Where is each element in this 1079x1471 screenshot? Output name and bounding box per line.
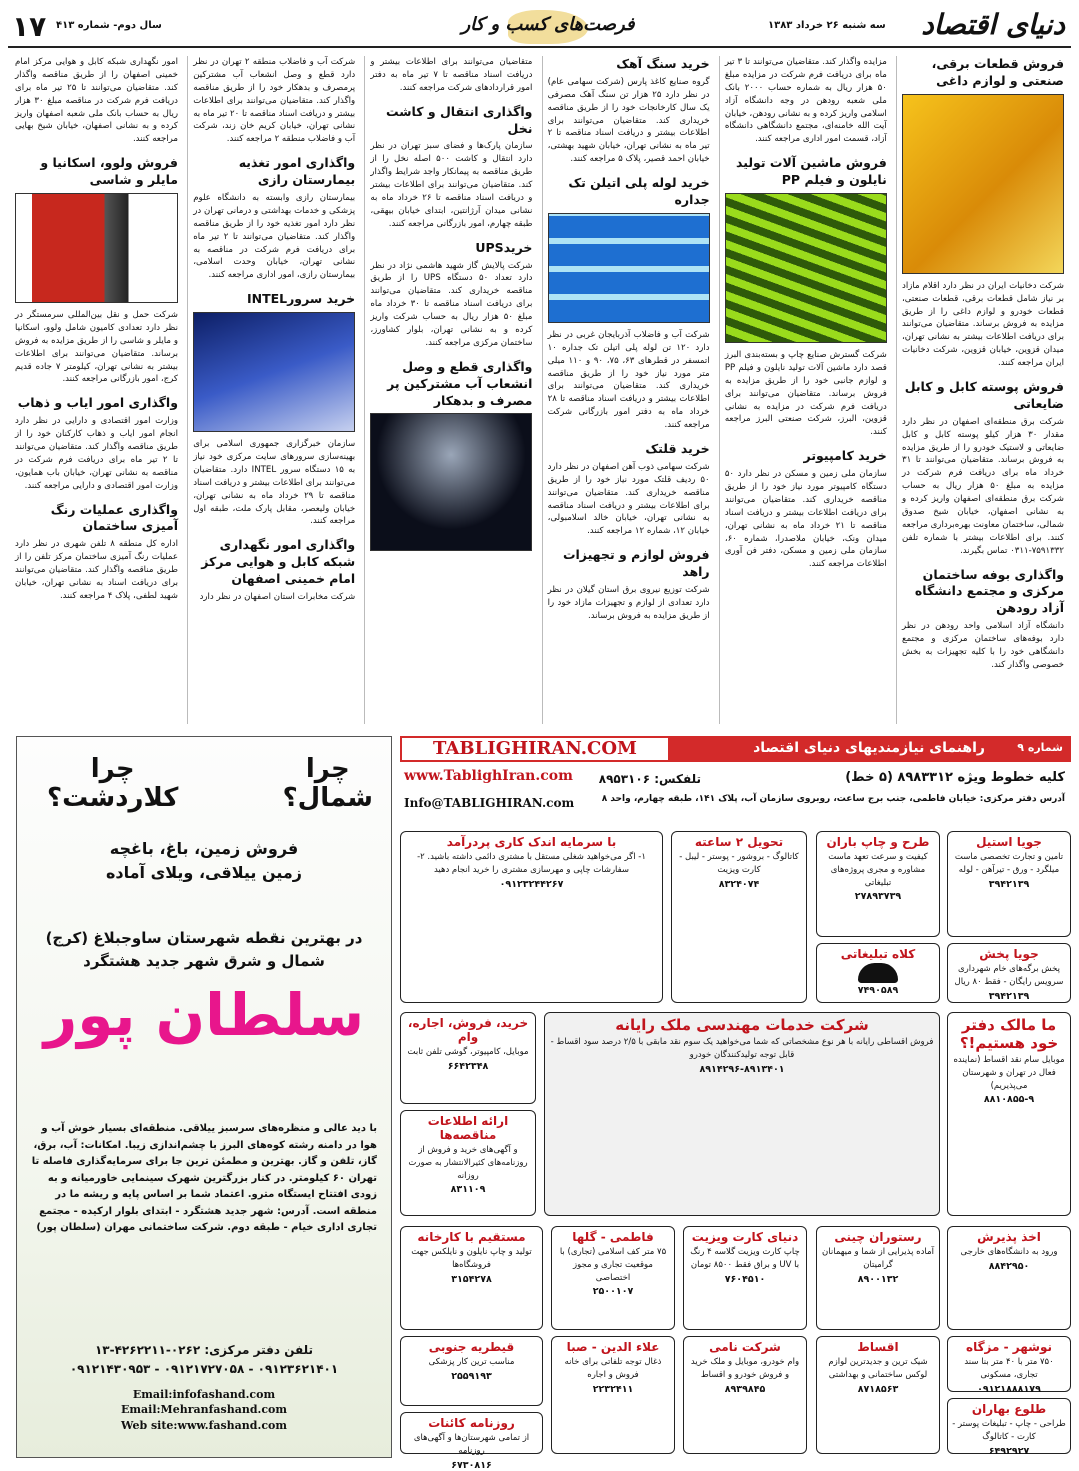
classified-ad-body: طراحی - چاپ - تبلیغات پوستر - کارت - کاتالوگ	[952, 1419, 1066, 1442]
article-title: فروش لوازم و تجهیزات راهد	[562, 547, 710, 580]
classified-ad-box	[947, 943, 1071, 1003]
classified-ad-box	[816, 831, 940, 937]
classified-ad-phone: ۶۴۹۲۹۲۷	[988, 1445, 1030, 1457]
classified-ad-phone: ۸۹۱۴۲۹۶-۸۹۱۳۴۰۱	[699, 1063, 785, 1075]
classified-ad-box	[947, 1398, 1071, 1457]
classified-ad-phone: ۳۹۴۲۱۳۹	[988, 990, 1030, 1002]
article	[725, 155, 887, 439]
classifieds-site-logo: TABLIGHIRAN.COM	[400, 736, 670, 762]
classified-ad-phone: ۸۸۱۰۸۵۵-۹	[983, 1094, 1035, 1106]
classified-ad-box	[947, 831, 1071, 937]
classified-ad-title: قیطریه جنوبی	[428, 1340, 515, 1354]
article-column	[542, 56, 715, 724]
article-body: گروه صنایع کاغذ پارس (شرکت سهامی عام) در نظر دارد ۲۵ هزار تن سنگ آهک مصرفی یک سال کارخانجات خود را از طریق مناقصه خریداری کند. متقاضیان می‌توانند برای اطلاعات بیشتر و دریافت اسناد مناقصه تا ۲ تیر ماه به نشانی تهران، خیابان شهید بهشتی، خیابان احمد قصیر، پلاک ۵ مراجعه کنند.	[547, 76, 710, 165]
email-link[interactable]: Info@TABLIGHIRAN.com	[404, 796, 575, 810]
article	[15, 395, 178, 492]
section-title: فرصت‌های کسب و کار	[461, 14, 635, 35]
classified-ad-phone: ۲۵۰۰۱۰۷	[592, 1286, 634, 1298]
article-column	[187, 56, 360, 724]
article-title: خرید لوله پلی اتیلن تک جداره	[568, 175, 710, 207]
article-body: شرکت مخابرات استان اصفهان در نظر دارد	[199, 591, 356, 602]
article-title: فروش ولوو، اسکانیا و مایلر و شاسی	[40, 155, 178, 188]
article-title: خرید سنگ آهک	[616, 56, 710, 71]
office-address: آدرس دفتر مرکزی: خیابان فاطمی، جنب برج ساعت، روبروی سازمان آب، پلاک ۱۴۱، طبقه چهارم، واحد ۸	[601, 794, 1065, 804]
server-photo	[193, 312, 355, 432]
article	[370, 359, 532, 552]
article-title: خرید سرورINTEL	[246, 291, 356, 307]
classified-ad-box	[671, 831, 807, 1003]
article	[902, 379, 1064, 558]
classified-ad-phone: ۸۳۱۱۰۹	[450, 1184, 486, 1196]
classified-ad-title: مستقیم با کارخانه	[417, 1230, 526, 1244]
classified-ad-phone: ۳۹۴۲۱۳۹	[988, 878, 1030, 890]
classified-ad-title: اخذ پذیرش	[977, 1230, 1041, 1244]
truck-photo	[15, 193, 178, 303]
article	[193, 537, 355, 604]
article-body: شرکت آب و فاضلاب آذربایجان غربی در نظر دارد ۱۲۰ تن لوله پلی اتیلن تک جداره ۱۰ اتمسفر در قطرهای ۶۳، ۷۵، ۹۰ و ۱۱۰ میلی متر مورد نیاز خود را از طریق مناقصه خریداری کند. متقاضیان می‌توانند برای اطلاعات بیشتر و دریافت اسناد مناقصه تا ۲۸ خرداد ماه به دفتر امور بازرگانی شرکت مراجعه کنند.	[547, 329, 710, 431]
special-lines: کلیه خطوط ویژه ۸۹۸۳۳۱۲ (۵ خط)	[845, 770, 1065, 785]
classified-ad-box	[816, 943, 940, 1003]
classified-ad-title: جویا استیل	[976, 835, 1042, 849]
classified-ad-title: دنیای کارت ویزیت	[691, 1230, 799, 1244]
classified-ad-title: فاطمی - گلها	[572, 1230, 654, 1244]
classified-ad-phone: ۲۵۵۹۱۹۳	[451, 1370, 492, 1382]
article-title: واگذاری امور ایاب و ذهاب	[17, 395, 178, 411]
keyboard-photo	[725, 193, 887, 343]
classified-ad-body: ۱- اگر می‌خواهید شغلی مستقل با مشتری دائمی داشته باشید. ۲- سفارشات چاپی و مهرسازی مشتری را خرید انجام دهید	[417, 852, 646, 875]
classified-ad-phone: ۰۹۱۲۳۲۴۴۲۶۷	[499, 878, 564, 890]
classified-ad-title: علاء الدین - صبا	[566, 1340, 660, 1354]
classified-ad-body: تامین و تجارت تخصصی ماست میلگرد - ورق - تیرآهن - لوله	[954, 852, 1064, 875]
classified-ad-phone: ۷۴۹۰۵۸۹	[857, 985, 899, 996]
article-title: خرید قلتک	[645, 440, 710, 456]
classified-ad-title: ارائه اطلاعات مناقصه‌ها	[427, 1114, 509, 1142]
classified-ad-title: نوشهر - مزگاه	[965, 1340, 1052, 1354]
ad-offer: فروش زمین، باغ، باغچه زمین ییلاقی، ویلای آماده	[105, 839, 302, 882]
classified-ad-title: طرح و چاپ باران	[826, 835, 930, 849]
classified-ad-box	[400, 831, 663, 1003]
article-column	[364, 56, 537, 724]
ad-emails: Email:infofashand.com Email:Mehranfashand.com Web site:www.fashand.com	[120, 1388, 288, 1432]
classified-ad-body: وام خودرو، موبایل و ملک خرید و فروش خودرو و اقساط	[690, 1357, 800, 1380]
classified-ad-phone: ۸۳۲۴۰۷۴	[718, 878, 760, 890]
article	[370, 56, 532, 95]
classified-ad-box	[683, 1336, 807, 1454]
article-body: مزایده واگذار کند. متقاضیان می‌توانند تا ۳ تیر ماه برای دریافت فرم شرکت در مزایده مبلغ ۵۰ هزار ریال به شماره حساب ۲۰۰۰ بانک ملی شعبه رودهن در وجه دانشگاه آزاد اسلامی واریز کرده و به نشانی رودهن، خیابان آیت الله خامنه‌ای، مجتمع دانشگاهی دانشگاه آزاد، قسمت امور اداری مراجعه کنند.	[724, 57, 887, 145]
classified-ad-phone: ۸۷۱۸۵۶۳	[857, 1383, 899, 1395]
article-body: وزارت امور اقتصادی و دارایی در نظر دارد انجام امور ایاب و ذهاب کارکنان خود را از طریق مناقصه واگذار کند. متقاضیان می‌توانند تا ۲ تیر ماه برای دریافت فرم شرکت در مناقصه به نشانی تهران، خیابان باب همایون، وزارت امور اقتصادی و دارایی مراجعه کنند.	[15, 416, 178, 491]
article-column	[10, 56, 183, 724]
article-body: امور نگهداری شبکه کابل و هوایی مرکز امام خمینی اصفهان را از طریق مناقصه واگذار کند. متقاضیان می‌توانند تا ۲۵ تیر ماه برای دریافت فرم شرکت در مناقصه مبلغ ۳۰ هزار ریال به حساب بانک ملی شعبه اصفهان واریز کرده و به نشانی اصفهان، خیابان شیخ بهایی مراجعه کنند.	[15, 57, 178, 145]
classified-ad-phone: ۲۲۳۲۴۱۱	[592, 1383, 634, 1395]
classified-ad-box	[400, 1012, 536, 1104]
classified-ad-body: موبایل، کامپیوتر، گوشی تلفن ثابت	[407, 1047, 529, 1057]
masthead	[8, 8, 1071, 48]
page-number: ۱۷	[12, 10, 47, 43]
classified-ad-body: ۷۵ متر کف اسلامی (تجاری) با موقعیت تجاری و مجوز اختصاصی	[559, 1247, 667, 1283]
classifieds-issue: شماره ۹	[1017, 741, 1063, 754]
classified-ad-box	[947, 1226, 1071, 1330]
article-title: خریدUPS	[475, 239, 533, 255]
article-body: سازمان پارک‌ها و فضای سبز تهران در نظر دارد انتقال و کاشت ۵۰۰ اصله نخل را از طریق مناقصه به پیمانکار واجد شرایط واگذار کند. متقاضیان می‌توانند برای اطلاعات بیشتر و دریافت اسناد مناقصه تا ۲۶ خرداد ماه به نشانی میدان آرژانتین، ابتدای خیابان بیهقی، طبقه چهارم، امور بازرگانی مراجعه کنند.	[370, 141, 533, 229]
newspaper-logo: دنیای اقتصاد	[921, 8, 1065, 41]
classified-ad-title: روزنامه کائنات	[428, 1416, 515, 1430]
classifieds-section	[400, 736, 1071, 1471]
classified-ad-box	[551, 1226, 675, 1330]
classified-ad-box	[400, 1110, 536, 1216]
classified-ad-phone: ۶۶۴۲۳۴۸	[447, 1060, 489, 1072]
classified-ad-box	[947, 1012, 1071, 1216]
classified-ad-box	[400, 1336, 543, 1406]
article-body: دانشگاه آزاد اسلامی واحد رودهن در نظر دارد بوفه‌های ساختمان مرکزی و مجتمع دانشگاهی خود را با کلیه تجهیزات به بخش خصوصی واگذار کند.	[902, 621, 1064, 670]
classified-ad-box	[400, 1412, 543, 1471]
article	[193, 155, 355, 282]
classified-ad-title: تحویل ۲ ساعته	[694, 835, 784, 849]
ad-body: با دید عالی و منظره‌های سرسبز ییلاقی. منطقه‌ای بسیار خوش آب و هوا در دامنه رشته کوه‌های البرز با چشم‌اندازی زیبا. امکانات: آب، برق، گاز، تلفن و گاز. بهترین و مطمئن ترین جا برای سرمایه‌گذاری فاصله تا تهران ۶۰ کیلومتر. در کنار بزرگترین شهرک سینمایی خاورمیانه و به زودی افتتاح ایستگاه مترو. اعتماد شما بر اساس پایه و ریشه ما در منطقه است. آدرس: شهر جدید هشتگرد - ابتدای بلوار ارکیده - مجتمع تجاری اداری خیام - طبقه دوم. شرکت ساختمانی مهران (سلطان پور)	[31, 1123, 377, 1233]
article-title: واگذاری امور تغذیه بیمارستان رازی	[238, 155, 356, 188]
article-title: فروش ماشین آلات تولید نایلون و فیلم PP	[736, 155, 887, 188]
classified-ad-title: خرید، فروش، اجاره، وام	[407, 1016, 529, 1044]
classified-ad-body: چاپ کارت ویزیت گلاسه ۴ رنگ با UV و براق فقط ۸۵۰۰ تومان	[690, 1247, 800, 1270]
classified-ad-box	[816, 1336, 940, 1454]
cap-icon	[858, 963, 898, 983]
article	[193, 56, 355, 146]
article-body: شرکت حمل و نقل بین‌المللی سرمستگر در نظر دارد تعدادی کامیون شامل ولوو، اسکانیا و مایلر و شاسی را از طریق مزایده به فروش برساند. متقاضیان می‌توانند برای اطلاعات بیشتر به نشانی تهران، کیلومتر ۷ جاده قدیم کرج، امور بازرگانی مراجعه کنند.	[15, 309, 178, 385]
classified-ad-body: کاتالوگ - بروشور - پوستر - لیبل - کارت ویزیت	[679, 852, 799, 875]
classifieds-title: راهنمای نیازمندیهای دنیای اقتصاد	[753, 740, 985, 756]
ad-phones: تلفن دفتر مرکزی: ۰۲۶۲-۴۲۶۲۲۱۱-۱۳ ۰۹۱۲۱۴۳۰۹۵۳ - ۰۹۱۲۱۷۲۷۰۵۸ - ۰۹۱۲۳۶۲۱۴۰۱	[69, 1343, 339, 1377]
issue-label: سال دوم- شماره ۴۱۳	[56, 20, 162, 31]
ad-question-left: چرا کلاردشت؟	[47, 754, 179, 813]
classified-ad-body: آماده پذیرایی از شما و میهمانان گرامیتان	[822, 1247, 934, 1270]
article	[548, 441, 710, 538]
article-title: فروش پوسته کابل و کابل ضایعاتی	[904, 378, 1064, 411]
classified-ad-body: کیفیت و سرعت تعهد ماست مشاوره و مجری پروژه‌های تبلیغاتی	[828, 852, 928, 888]
article	[193, 291, 355, 528]
article	[15, 56, 178, 146]
classified-ad-body: مناسب ترین کار پزشکی	[428, 1357, 515, 1367]
classified-ad-phone: ۷۶۰۴۵۱۰	[724, 1273, 766, 1285]
fax-number: تلفکس: ۸۹۵۳۱۰۶	[598, 772, 701, 786]
industrial-parts-photo	[902, 94, 1064, 274]
article	[370, 240, 532, 350]
ad-brand: سلطان پور	[43, 981, 365, 1049]
issue-date: سه شنبه ۲۶ خرداد ۱۳۸۳	[768, 20, 886, 31]
website-link[interactable]: www.TablighIran.com	[404, 768, 573, 784]
article-title: واگذاری قطع و وصل انشعاب آب مشترکین پر مصرف و بدهکار	[387, 358, 533, 408]
classified-ad-body: ۷۵۰ متر با ۴۰ متر بنا سند تجاری، مسکونی	[964, 1357, 1054, 1380]
classified-ad-body: ذغال توجه تلفاتی برای خانه فروش و اجاره	[564, 1357, 662, 1380]
article-body: متقاضیان می‌توانند برای اطلاعات بیشتر و دریافت اسناد مناقصه تا ۷ تیر ماه به دفتر امور قراردادهای شرکت مراجعه کنند.	[370, 57, 533, 93]
pipe-photo	[548, 213, 710, 323]
article-body: شرکت توزیع نیروی برق استان گیلان در نظر دارد تعدادی از لوازم و تجهیزات مازاد خود را از طریق مزایده به فروش برساند.	[547, 584, 710, 621]
classified-ad-body: فروش اقساطی رایانه با هر نوع مشخصاتی که شما می‌خواهید یک سوم نقد مابقی با ۲/۵ درصد سود اقساط - قابل توجه تولیدکنندگان خودرو	[550, 1037, 934, 1060]
ad-location: در بهترین نقطه شهرستان ساوجبلاغ (کرج) شمال و شرق شهر جدید هشتگرد	[45, 929, 363, 970]
article-body: شرکت برق منطقه‌ای اصفهان در نظر دارد مقدار ۳۰ هزار کیلو پوسته کابل و کابل ضایعاتی و لاستیک خودرو را از طریق مزایده به فروش برساند. متقاضیان می‌توانند تا ۳۱ خرداد ماه برای دریافت فرم شرکت در مزایده به مبلغ ۵۰ هزار ریال به حساب شرکت برق منطقه‌ای اصفهان واریز کرده و به نشانی اصفهان، خیابان شیخ صدوق شمالی، ساختمان معاونت بهره‌برداری مراجعه کنند. برای اطلاعات بیشتر با شماره تلفن ۷۵۹۱۳۳۲-۰۳۱۱ تماس بگیرند.	[902, 416, 1064, 556]
article-body: شرکت پالایش گاز شهید هاشمی نژاد در نظر دارد تعداد ۵۰ دستگاه UPS را از طریق مناقصه خریداری کند. متقاضیان می‌توانند برای دریافت اسناد مناقصه تا ۳۰ خرداد ماه مبلغ ۵۰ هزار ریال به حساب شرکت واریز کرده و به نشانی تهران، بلوار کشاورز، ساختمان مرکزی مراجعه کنند.	[370, 260, 533, 348]
article-body: سازمان خبرگزاری جمهوری اسلامی برای بهینه‌سازی سرورهای سایت مرکزی خود نیاز به ۱۵ دستگاه سرور INTEL دارد. متقاضیان می‌توانند برای اطلاعات بیشتر و دریافت اسناد مناقصه تا ۲۹ خرداد ماه به نشانی تهران، خیابان ولیعصر، مقابل پارک ملت، طبقه اول مراجعه کنند.	[193, 439, 356, 527]
classified-ad-title: اقساط	[857, 1340, 899, 1354]
classified-ad-title: شرکت خدمات مهندسی ملک رایانه	[615, 1016, 869, 1034]
classified-ad-title: با سرمایه اندک کاری پردرآمد	[446, 835, 617, 849]
article	[15, 155, 178, 386]
article	[902, 56, 1064, 370]
classified-ad-phone: ۶۷۳۰۸۱۶	[451, 1459, 492, 1471]
article-title: خرید کامپیوتر	[803, 448, 887, 464]
classified-ad-title: کلاه تبلیغاتی	[840, 947, 916, 961]
classified-ad-title: رستوران چینی	[834, 1230, 922, 1244]
article	[725, 56, 887, 146]
article-body: سازمان ملی زمین و مسکن در نظر دارد ۵۰ دستگاه کامپیوتر مورد نیاز خود را از طریق مناقصه خریداری کند. متقاضیان می‌توانند برای دریافت اطلاعات بیشتر و دریافت اسناد مناقصه تا ۲۱ خرداد ماه به نشانی تهران، میدان ونک، خیابان ملاصدرا، شماره ۶۰، سازمان ملی زمین و مسکن، دفتر فن آوری اطلاعات مراجعه کنند.	[724, 469, 887, 570]
classified-ad-title: طلوع بهاران	[971, 1402, 1047, 1416]
article	[725, 448, 887, 571]
classified-ad-box	[816, 1226, 940, 1330]
real-estate-ad	[16, 736, 392, 1458]
article-body: شرکت آب و فاضلاب منطقه ۲ تهران در نظر دارد قطع و وصل انشعاب آب مشترکین پرمصرف و بدهکار خود را از طریق مناقصه واگذار کند. متقاضیان می‌توانند برای اطلاعات بیشتر و دریافت اسناد مناقصه تا ۲۰ تیر ماه به نشانی تهران، خیابان کریم خان زند، شرکت آب و فاضلاب منطقه ۲ مراجعه کنند.	[193, 57, 356, 145]
article-body: اداره کل منطقه ۸ تلفن شهری در نظر دارد عملیات رنگ آمیزی ساختمان مرکز تلفن را از طریق مناقصه واگذار کند. متقاضیان می‌توانند برای دریافت اسناد به نشانی تهران، خیابان شهید لطفی، پلاک ۴ مراجعه کنند.	[15, 539, 178, 601]
classifieds-header	[400, 736, 1071, 762]
classified-ad-body: ورود به دانشگاه‌های خارجی	[960, 1247, 1058, 1257]
classified-ad-box	[947, 1336, 1071, 1395]
water-tap-photo	[370, 413, 532, 551]
classified-ad-title: شرکت نامی	[709, 1340, 781, 1354]
classified-ad-phone: ۲۷۸۹۳۷۳۹	[854, 891, 902, 903]
ad-question-right: چرا شمال؟	[282, 754, 373, 813]
classified-ad-body: و آگهی‌های خرید و فروش از روزنامه‌های کثیرالانتشار به صورت روزانه	[408, 1145, 528, 1181]
classified-ad-title: جویا پخش	[979, 947, 1039, 961]
classified-ad-phone: ۸۹۳۹۸۴۵	[724, 1383, 766, 1395]
classified-ad-body: از تمامی شهرستان‌ها و آگهی‌های روزنامه	[413, 1433, 530, 1456]
classified-ad-body: تولید و چاپ نایلون و نایلکس جهت فروشگاه‌ها	[411, 1247, 532, 1270]
classified-ad-box	[544, 1012, 940, 1216]
article-title: واگذاری بوفه ساختمان مرکزی و مجتمع دانشگاه آزاد رودهن	[914, 566, 1064, 616]
article	[548, 56, 710, 166]
article	[548, 547, 710, 622]
article	[548, 175, 710, 432]
article-columns	[10, 56, 1069, 724]
article-column	[896, 56, 1069, 724]
classified-ad-body: پخش برگه‌های خام شهرداری سرویس رایگان - فقط ۸۰ ریال	[954, 964, 1064, 987]
classified-ad-phone: ۸۸۴۲۹۵۰	[988, 1260, 1030, 1272]
classified-ad-phone: ۰۹۱۲۱۸۸۸۱۷۹	[977, 1383, 1041, 1395]
classified-ad-body: موبایل سام نقد اقساط (نماینده فعال در تهران و شهرستان می‌پذیریم)	[953, 1055, 1065, 1091]
article	[15, 502, 178, 603]
classified-ad-box	[551, 1336, 675, 1454]
article-body: شرکت سهامی ذوب آهن اصفهان در نظر دارد ۵۰ ردیف قلتک مورد نیاز خود را از طریق مناقصه خریداری کند. متقاضیان می‌توانند برای اطلاعات بیشتر و دریافت اسناد مناقصه به نشانی تهران، خیابان خالد اسلامبولی، خیابان ۱۲، شماره ۱۲ مراجعه کنند.	[547, 461, 710, 537]
article-body: بیمارستان رازی وابسته به دانشگاه علوم پزشکی و خدمات بهداشتی و درمانی تهران در نظر دارد امور تغذیه خود را از طریق مناقصه واگذار کند. متقاضیان می‌توانند تا ۲ تیر ماه برای دریافت فرم شرکت در مناقصه به نشانی تهران، خیابان وحدت اسلامی، بیمارستان رازی، امور اداری مراجعه کنند.	[193, 192, 356, 281]
classified-ad-box	[683, 1226, 807, 1330]
classifieds-contact	[400, 764, 1071, 822]
classified-ad-phone: ۳۱۵۴۲۷۸	[451, 1273, 492, 1285]
article	[370, 104, 532, 231]
article-title: واگذاری امور نگهداری شبکه کابل و هوایی مرکز امام خمینی اصفهان	[201, 537, 356, 587]
article	[902, 567, 1064, 672]
classified-ad-body: شیک ترین و جدیدترین لوازم لوکس ساختمانی و بهداشتی	[828, 1357, 928, 1380]
article-title: واگذاری انتقال و کاشت نخل	[385, 103, 533, 136]
article-title: فروش قطعات برقی، صنعتی و لوازم داغی	[931, 56, 1064, 88]
article-body: شرکت گسترش صنایع چاپ و بسته‌بندی البرز قصد دارد ماشین آلات تولید نایلون و فیلم PP و لوازم جانبی خود را از طریق مزایده به فروش برساند. متقاضیان می‌توانند برای دریافت فرم شرکت در مزایده به نشانی قزوین، البرز، شرکت صنعتی البرز مراجعه کنند.	[724, 349, 887, 438]
classified-ad-title: ما مالک دفتر خود هستیم!؟	[959, 1016, 1059, 1052]
classified-ad-box	[400, 1226, 543, 1330]
article-title: واگذاری عملیات رنگ آمیزی ساختمان	[50, 501, 178, 534]
classified-ad-phone: ۸۹۰۰۱۳۲	[857, 1273, 899, 1285]
article-column	[719, 56, 892, 724]
article-body: شرکت دخانیات ایران در نظر دارد اقلام مازاد بر نیاز شامل قطعات برقی، قطعات صنعتی، قطعات خودرو و لوازم داغی را از طریق مزایده به فروش برساند. متقاضیان می‌توانند برای دریافت اطلاعات بیشتر به نشانی تهران، میدان قزوین، خیابان قزوین، شرکت دخانیات ایران مراجعه کنند.	[902, 280, 1064, 369]
